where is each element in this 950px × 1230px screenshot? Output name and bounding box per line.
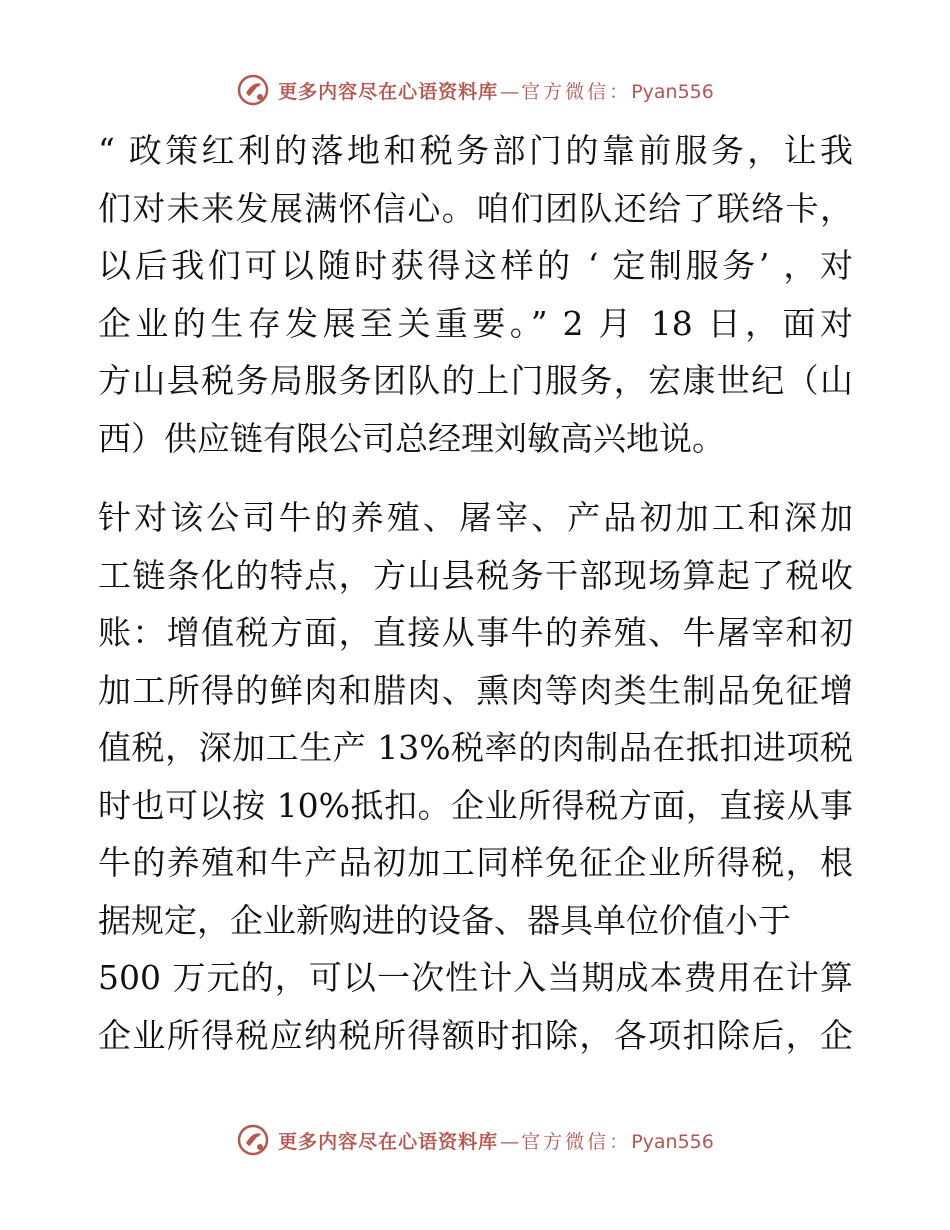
text-line: 们对未来发展满怀信心。咱们团队还给了联络卡， bbox=[98, 188, 853, 228]
footer-banner-wechat-id: Pyan556 bbox=[631, 1130, 714, 1153]
text-line: 据规定，企业新购进的设备、器具单位价值小于 bbox=[98, 900, 791, 940]
header-banner-main: 更多内容尽在心语资料库 bbox=[278, 80, 499, 103]
text-line: 西）供应链有限公司总经理刘敏高兴地说。 bbox=[98, 418, 725, 458]
document-body bbox=[98, 122, 853, 1064]
text-line: 牛的养殖和牛产品初加工同样免征企业所得税，根 bbox=[98, 843, 853, 882]
text-line: 加工所得的鲜肉和腊肉、熏肉等肉类生制品免征增 bbox=[98, 670, 853, 710]
brush-seal-logo-icon bbox=[236, 73, 270, 107]
text-line: 工链条化的特点，方山县税务干部现场算起了税收 bbox=[98, 555, 853, 595]
text-line: 以后我们可以随时获得这样的 ‘ 定制服务’ ，对 bbox=[98, 246, 853, 285]
footer-banner-text bbox=[278, 1127, 714, 1154]
header-banner bbox=[0, 70, 950, 110]
text-line: 500 万元的，可以一次性计入当期成本费用在计算 bbox=[98, 958, 853, 997]
header-banner-dash: — bbox=[500, 80, 520, 103]
text-line: 企业的生存发展至关重要。” 2 月 18 日，面对 bbox=[98, 303, 853, 343]
paragraph-2 bbox=[98, 489, 853, 1064]
footer-banner bbox=[0, 1120, 950, 1160]
brush-seal-logo-icon bbox=[236, 1123, 270, 1157]
text-line: 方山县税务局服务团队的上门服务，宏康世纪（山 bbox=[98, 361, 853, 400]
text-line: “ 政策红利的落地和税务部门的靠前服务，让我 bbox=[98, 131, 853, 170]
paragraph-1 bbox=[98, 122, 853, 467]
header-banner-text bbox=[278, 77, 714, 104]
footer-banner-wechat-label: 官方微信： bbox=[521, 1130, 632, 1153]
text-line: 时也可以按 10%抵扣。企业所得税方面，直接从事 bbox=[98, 785, 853, 825]
footer-banner-dash: — bbox=[500, 1130, 520, 1153]
text-line: 企业所得税应纳税所得额时扣除，各项扣除后，企 bbox=[98, 1015, 853, 1055]
header-banner-wechat-label: 官方微信： bbox=[521, 80, 632, 103]
header-banner-wechat-id: Pyan556 bbox=[631, 80, 714, 103]
footer-banner-main: 更多内容尽在心语资料库 bbox=[278, 1130, 499, 1153]
text-line: 账：增值税方面，直接从事牛的养殖、牛屠宰和初 bbox=[98, 613, 853, 652]
text-line: 值税，深加工生产 13%税率的肉制品在抵扣进项税 bbox=[98, 728, 853, 767]
text-line: 针对该公司牛的养殖、屠宰、产品初加工和深加 bbox=[98, 498, 853, 537]
